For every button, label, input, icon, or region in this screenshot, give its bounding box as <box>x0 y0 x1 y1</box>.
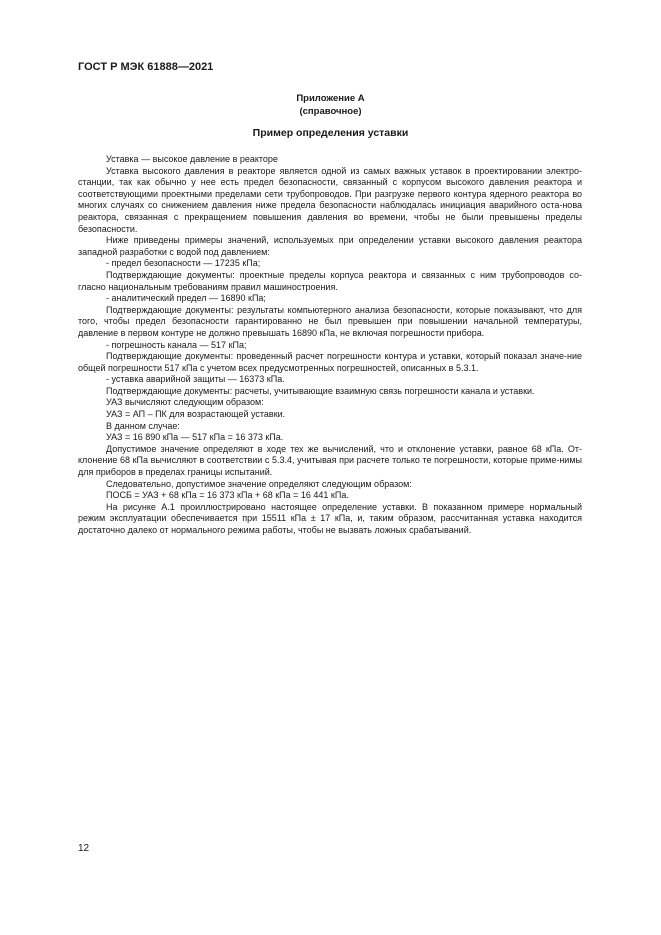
formula: УАЗ = 16 890 кПа — 517 кПа = 16 373 кПа. <box>106 432 284 443</box>
paragraph: Подтверждающие документы: проведенный расчет погрешности контура и уставки, который показал значе-ние общей погрешности 517 кПа с учетом всех предусмотренных погрешностей, описанных в 5.3.1. <box>78 351 582 373</box>
body-text <box>78 154 582 537</box>
list-item: - предел безопасности — 17235 кПа; <box>106 258 261 269</box>
paragraph: Допустимое значение определяют в ходе тех же вычислений, что и отклонение уставки, равное 68 кПа. От-клонение 68 кПа вычисляют в соответствии с 5.3.4, учитывая при расчете только те погрешности, которые приме-нимы для приборов в пределах границы испытаний. <box>78 443 582 478</box>
paragraph: Подтверждающие документы: расчеты, учитывающие взаимную связь погрешности канала и уставки. <box>106 385 535 396</box>
section-heading: Пример определения уставки <box>252 127 409 139</box>
paragraph: УАЗ вычисляют следующим образом: <box>106 397 264 408</box>
paragraph: Подтверждающие документы: результаты компьютерного анализа безопасности, которые показывают, что для того, чтобы предел безопасности гарантированно не был превышен при повышении начальной температуры, давление в первом контуре не должно превышать 16890 кПа, не включая погрешности прибора. <box>78 304 582 338</box>
formula: УАЗ = АП – ПК для возрастающей уставки. <box>106 409 286 420</box>
paragraph: Ниже приведены примеры значений, используемых при определении уставки высокого давления реактора западной разработки с водой под давлением: <box>78 235 582 257</box>
paragraph: На рисунке А.1 проиллюстрировано настоящее определение уставки. В показанном примере нормальный режим эксплуатации обеспечивается при 15511 кПа ± 17 кПа, и, таким образом, рассчитанная уставка находится достаточно далеко от нормального режима работы, чтобы не вызвать ложных срабатываний. <box>78 501 582 535</box>
formula: ПОСБ = УАЗ + 68 кПа = 16 373 кПа + 68 кПа = 16 441 кПа. <box>106 490 349 501</box>
list-item: - аналитический предел — 16890 кПа; <box>106 293 266 304</box>
paragraph: Подтверждающие документы: проектные пределы корпуса реактора и связанных с ним трубопроводов со-гласно национальным требованиям правил машиностроения. <box>78 269 582 292</box>
paragraph: Уставка высокого давления в реакторе является одной из самых важных уставок в проектировании электро-станции, так как обычно у нее есть предел безопасности, связанный с корпусом высокого давления реактора и соответствующими проектными пределами сети трубопроводов. При разгрузке первого контура ядерного реактора во многих случаях со снижением давления ниже предела безопасности наблюдалась инициация аварийного оста-нова реактора, связанная с прекращением повышения давления во времени, чтобы не были превышены пределы безопасности. <box>78 165 582 234</box>
annex-note: (справочное) <box>299 106 362 117</box>
annex-title: Приложение А <box>296 93 365 104</box>
page-number: 12 <box>78 843 90 854</box>
standard-designation: ГОСТ Р МЭК 61888—2021 <box>78 61 214 73</box>
list-item: - уставка аварийной защиты — 16373 кПа. <box>106 374 285 385</box>
paragraph: Уставка — высокое давление в реакторе <box>106 154 278 164</box>
paragraph: В данном случае: <box>106 420 180 431</box>
annex-heading <box>0 92 661 118</box>
list-item: - погрешность канала — 517 кПа; <box>106 339 247 350</box>
paragraph: Следовательно, допустимое значение определяют следующим образом: <box>106 478 412 489</box>
